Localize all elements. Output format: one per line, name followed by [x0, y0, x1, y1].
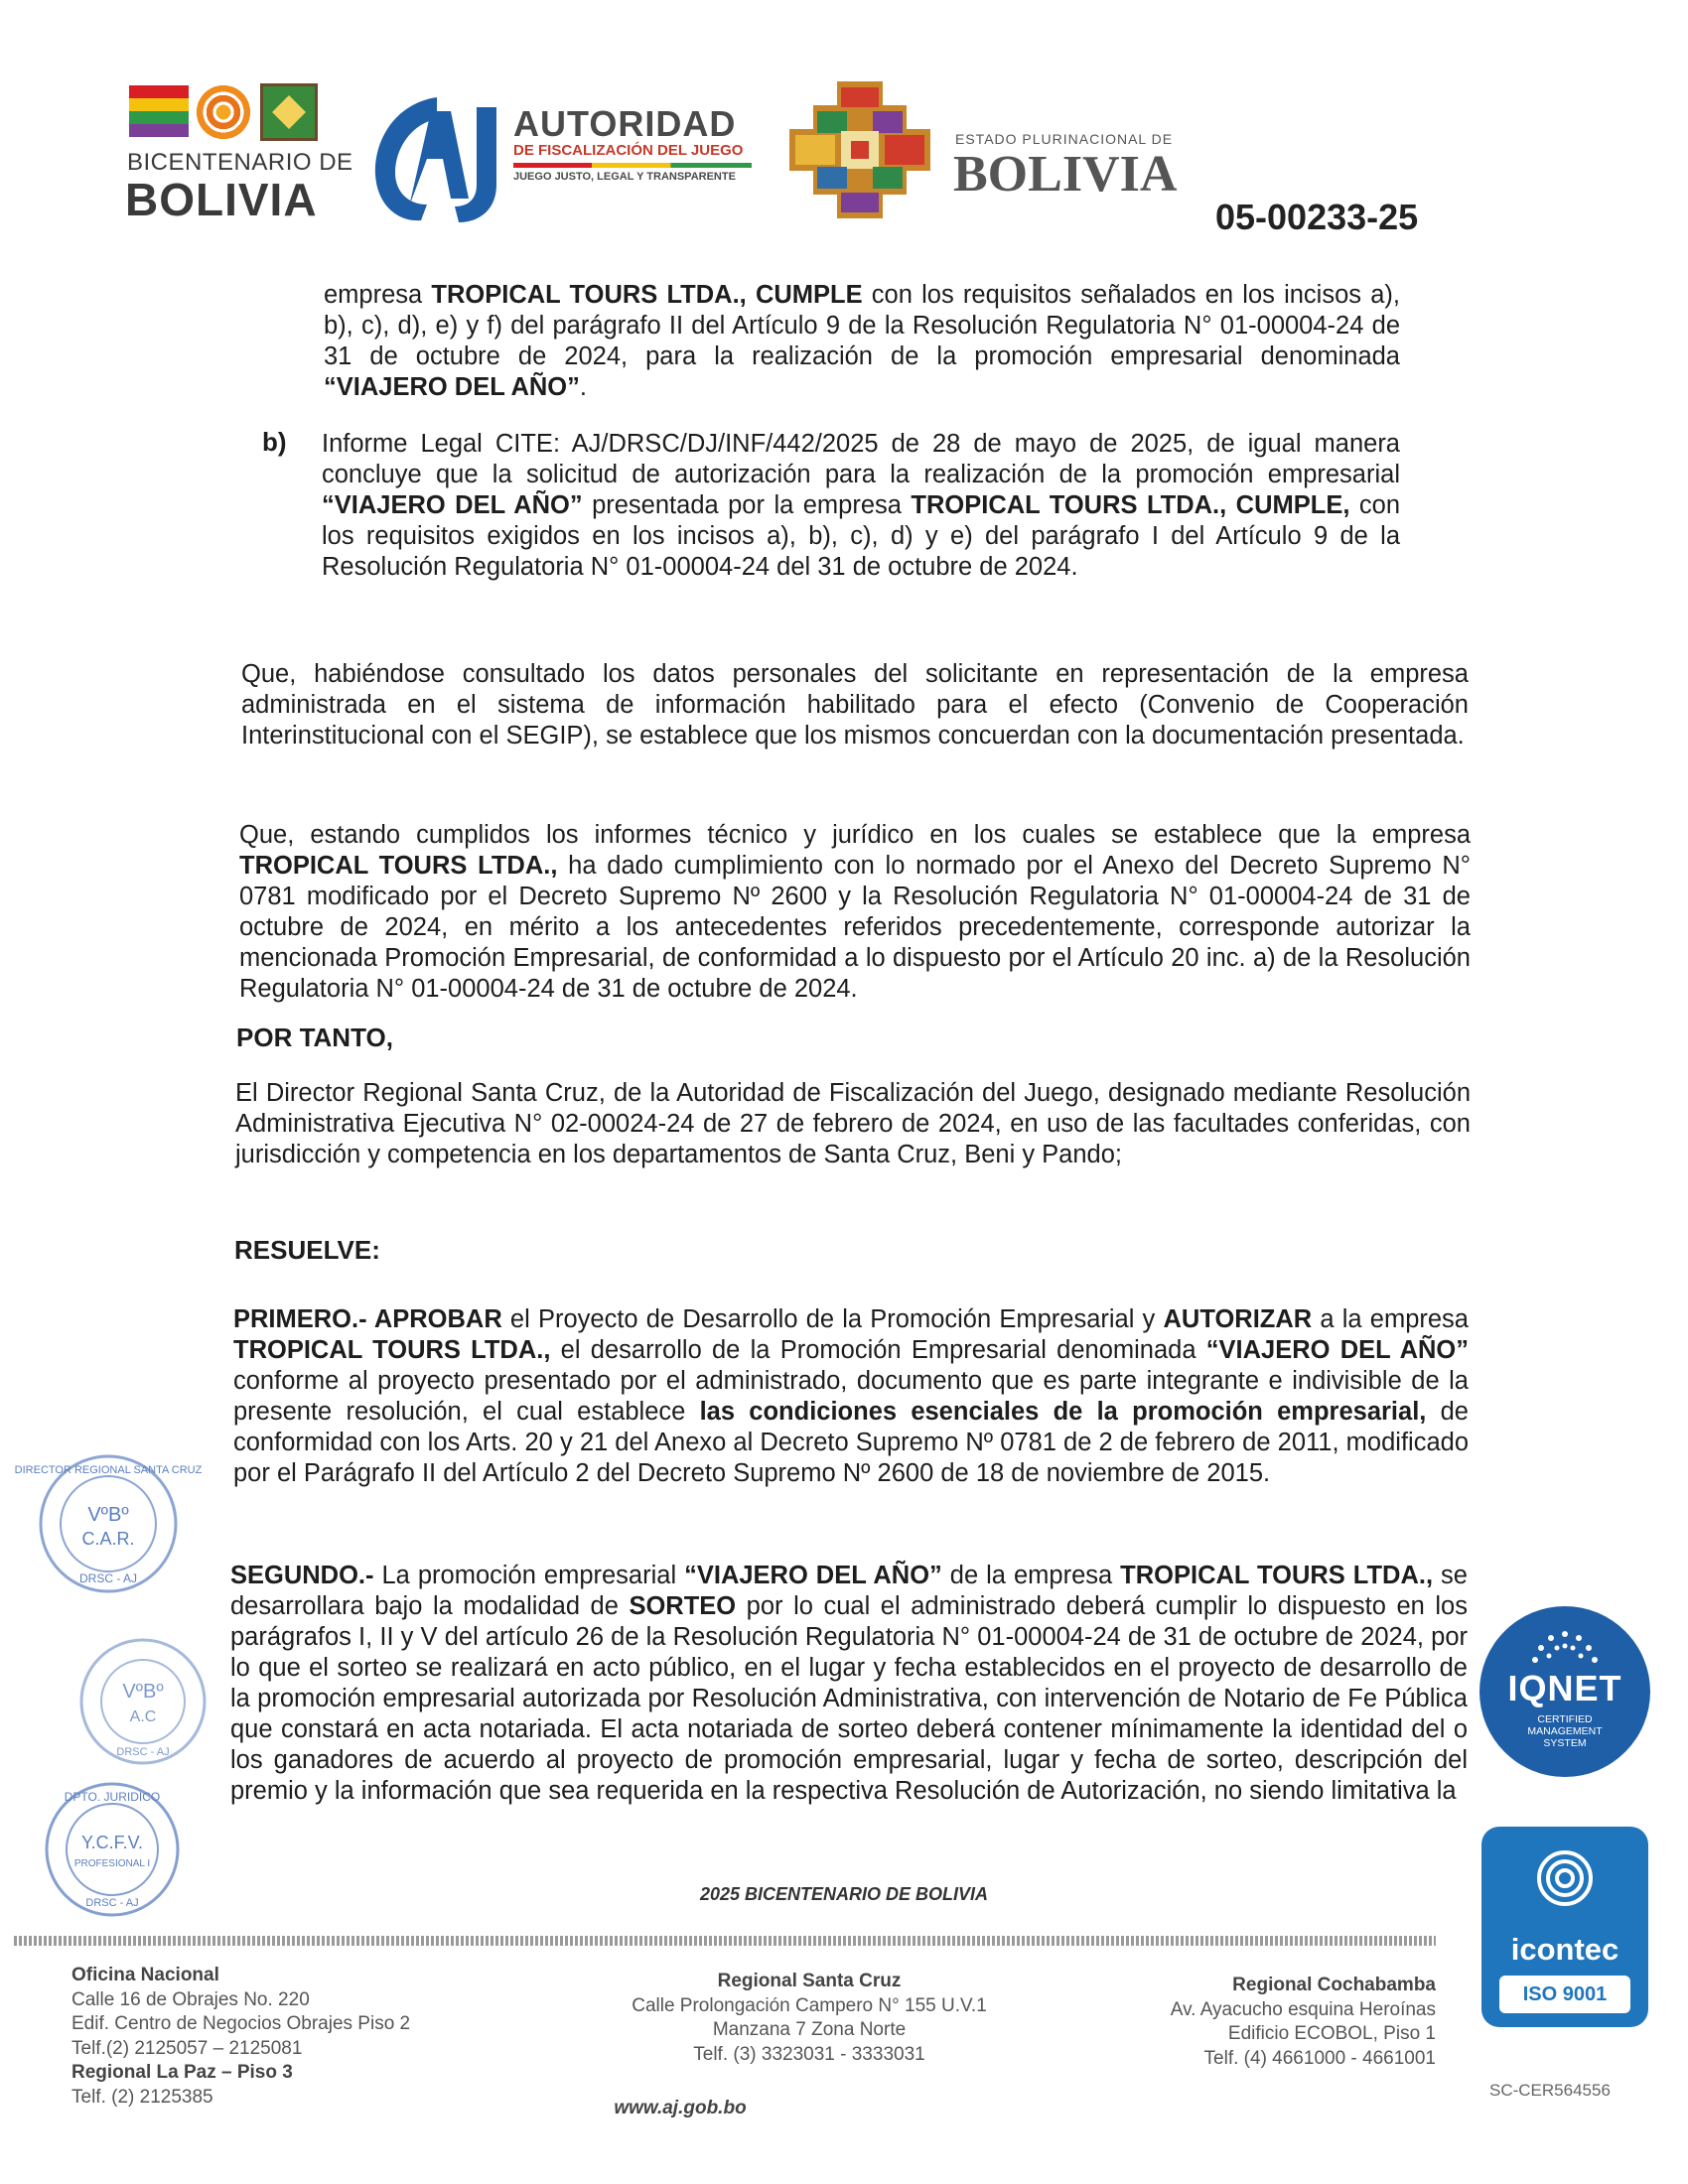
autoridad-subtitle: DE FISCALIZACIÓN DEL JUEGO — [513, 142, 744, 159]
footer-cochabamba-line: Av. Ayacucho esquina Heroínas — [1170, 1998, 1436, 2020]
autoridad-color-bar — [513, 163, 752, 168]
footer-nacional-line: Calle 16 de Obrajes No. 220 — [71, 1988, 310, 2010]
footer-website-link[interactable]: www.aj.gob.bo — [614, 2098, 747, 2118]
svg-text:A.C: A.C — [129, 1708, 157, 1725]
footer-santacruz-line: Telf. (3) 3323031 - 3333031 — [693, 2043, 925, 2065]
iso-9001-label: ISO 9001 — [1499, 1976, 1630, 2013]
resuelve-heading: RESUELVE: — [234, 1235, 380, 1265]
footer-santacruz-title: Regional Santa Cruz — [717, 1971, 902, 1991]
icontec-target-icon — [1535, 1848, 1595, 1908]
svg-text:DRSC - AJ: DRSC - AJ — [116, 1746, 170, 1758]
paragraph-b-label: b) — [262, 427, 287, 457]
iqnet-name: IQNET — [1507, 1668, 1622, 1708]
iqnet-badge — [1479, 1606, 1650, 1777]
footer-oficina-nacional — [71, 1964, 410, 2110]
iqnet-caption-line: SYSTEM — [1543, 1737, 1587, 1749]
bicentenario-flag-icon — [129, 85, 189, 137]
article-segundo: SEGUNDO.- La promoción empresarial “VIAJERO DEL AÑO” de la empresa TROPICAL TOURS LTDA., se desarrollara bajo la modalidad de SORTEO por lo cual el administrado deberá cumplir lo dispuesto en los parágrafos I, II y V del artículo 26 de la Resolución Regulatoria N° 01-00004-24 de 31 de octubre de 2024, por lo que el sorteo se realizará en acto público, en el lugar y fecha establecidos en el proyecto de desarrollo de la promoción empresarial autorizada por Resolución Administrativa, con intervención de Notario de Fe Pública que constará en acta notariada. El acta notariada de sorteo deberá contener mínimamente la identidad del o los ganadores de acuerdo al proyecto de promoción empresarial, lugar y fecha de sorteo, descripción del premio y la información que sea requerida en la respectiva Resolución de Autorización, no siendo limitativa la — [230, 1562, 1468, 1805]
svg-text:C.A.R.: C.A.R. — [81, 1529, 135, 1549]
article-primero: PRIMERO.- APROBAR el Proyecto de Desarrollo de la Promoción Empresarial y AUTORIZAR a la empresa TROPICAL TOURS LTDA., el desarrollo de la Promoción Empresarial denominada “VIAJERO DEL AÑO” conforme al proyecto presentado por el administrado, documento que es parte integrante e indivisible de la presente resolución, el cual establece las condiciones esenciales de la promoción empresarial, de conformidad con los Arts. 20 y 21 del Anexo al Decreto Supremo Nº 0781 de 2 de febrero de 2011, modificado por el Parágrafo II del Artículo 2 del Decreto Supremo Nº 2600 de 18 de noviembre de 2015. — [233, 1305, 1469, 1487]
svg-text:VºBº: VºBº — [122, 1681, 164, 1703]
iqnet-dots-icon — [1525, 1620, 1605, 1664]
svg-text:DRSC - AJ: DRSC - AJ — [85, 1897, 139, 1909]
icontec-badge — [1481, 1827, 1648, 2027]
svg-text:Y.C.F.V.: Y.C.F.V. — [80, 1833, 144, 1852]
footer-bicentenario: 2025 BICENTENARIO DE BOLIVIA — [699, 1884, 989, 1904]
footer-nacional-title: Oficina Nacional — [71, 1965, 219, 1985]
svg-text:PROFESIONAL I: PROFESIONAL I — [73, 1858, 151, 1869]
paragraph-a-continuation: empresa TROPICAL TOURS LTDA., CUMPLE con los requisitos señalados en los incisos a), b), c), d), e) y f) del parágrafo II del Artículo 9 de la Resolución Regulatoria N° 01-00004-24 de 31 de octubre de 2024, para la realización de la promoción empresarial denominada “VIAJERO DEL AÑO”. — [324, 281, 1400, 401]
autoridad-title: AUTORIDAD — [513, 103, 737, 144]
footer-regional-cochabamba — [1082, 1974, 1436, 2071]
footer-cochabamba-line: Edificio ECOBOL, Piso 1 — [1227, 2023, 1436, 2044]
footer-lapaz-title: Regional La Paz – Piso 3 — [71, 2062, 293, 2083]
bicentenario-tile-icon — [260, 83, 318, 141]
paragraph-director: El Director Regional Santa Cruz, de la Autoridad de Fiscalización del Juego, designado mediante Resolución Administrativa Ejecutiva N° 02-00024-24 de 27 de febrero de 2024, en uso de las facultades conferidas, con jurisdicción y competencia en los departamentos de Santa Cruz, Beni y Pando; — [235, 1079, 1471, 1168]
certificate-code: SC-CER564556 — [1489, 2081, 1611, 2100]
iqnet-caption-line: CERTIFIED — [1537, 1713, 1593, 1725]
paragraph-que-1: Que, habiéndose consultado los datos personales del solicitante en representación de la empresa administrada en el sistema de información habilitado para el efecto (Convenio de Cooperación Interinstitucional con el SEGIP), se establece que los mismos concuerdan con la documentación presentada. — [241, 660, 1469, 750]
footer-cochabamba-line: Telf. (4) 4661000 - 4661001 — [1203, 2047, 1436, 2069]
footer-cochabamba-title: Regional Cochabamba — [1232, 1975, 1436, 1995]
iqnet-caption-line: MANAGEMENT — [1527, 1725, 1603, 1737]
footer-regional-santa-cruz — [586, 1970, 1033, 2067]
paragraph-que-2: Que, estando cumplidos los informes técnico y jurídico en los cuales se establece que la empresa TROPICAL TOURS LTDA., ha dado cumplimiento con lo normado por el Anexo del Decreto Supremo N° 0781 modificado por el Decreto Supremo Nº 2600 y la Resolución Regulatoria N° 01-00004-24 de 31 de octubre de 2024, en mérito a los antecedentes referidos precedentemente, corresponde autorizar la mencionada Promoción Empresarial, de conformidad a lo dispuesto por el Artículo 20 inc. a) de la Resolución Regulatoria N° 01-00004-24 de 31 de octubre de 2024. — [239, 821, 1471, 1003]
footer-divider — [14, 1936, 1436, 1946]
svg-text:DRSC - AJ: DRSC - AJ — [78, 1571, 138, 1585]
estado-bolivia: BOLIVIA — [953, 146, 1178, 203]
bicentenario-main-text: BOLIVIA — [125, 174, 318, 225]
paragraph-b: Informe Legal CITE: AJ/DRSC/DJ/INF/442/2025 de 28 de mayo de 2025, de igual manera concluye que la solicitud de autorización para la realización de la promoción empresarial “VIAJERO DEL AÑO” presentada por la empresa TROPICAL TOURS LTDA., CUMPLE, con los requisitos exigidos en los incisos a), b), c), d) y e) del parágrafo I del Artículo 9 de la Resolución Regulatoria N° 01-00004-24 del 31 de octubre de 2024. — [322, 430, 1401, 581]
vb-stamp — [73, 1632, 212, 1771]
director-regional-stamp — [14, 1449, 203, 1598]
autoridad-slogan: JUEGO JUSTO, LEGAL Y TRANSPARENTE — [513, 171, 736, 183]
bicentenario-sun-icon — [195, 83, 252, 141]
estado-label: ESTADO PLURINACIONAL DE — [955, 131, 1174, 147]
footer-nacional-line: Telf.(2) 2125057 – 2125081 — [71, 2037, 303, 2059]
aj-logo-icon — [365, 89, 512, 228]
bicentenario-top-text: BICENTENARIO DE — [127, 149, 353, 176]
footer-nacional-line: Telf. (2) 2125385 — [71, 2086, 213, 2108]
svg-text:VºBº: VºBº — [87, 1504, 129, 1526]
document-number: 05-00233-25 — [1215, 197, 1419, 237]
svg-text:DPTO. JURIDICO: DPTO. JURIDICO — [64, 1790, 161, 1804]
iqnet-caption — [1479, 1713, 1650, 1749]
footer-santacruz-line: Calle Prolongación Campero N° 155 U.V.1 — [632, 1994, 987, 2016]
chakana-emblem-icon — [789, 81, 930, 218]
footer-santacruz-line: Manzana 7 Zona Norte — [712, 2019, 907, 2040]
por-tanto-heading: POR TANTO, — [236, 1023, 393, 1052]
icontec-name: icontec — [1510, 1932, 1619, 1967]
footer-nacional-line: Edif. Centro de Negocios Obrajes Piso 2 — [71, 2013, 411, 2034]
svg-text:DIRECTOR REGIONAL SANTA CRUZ: DIRECTOR REGIONAL SANTA CRUZ — [14, 1464, 203, 1476]
